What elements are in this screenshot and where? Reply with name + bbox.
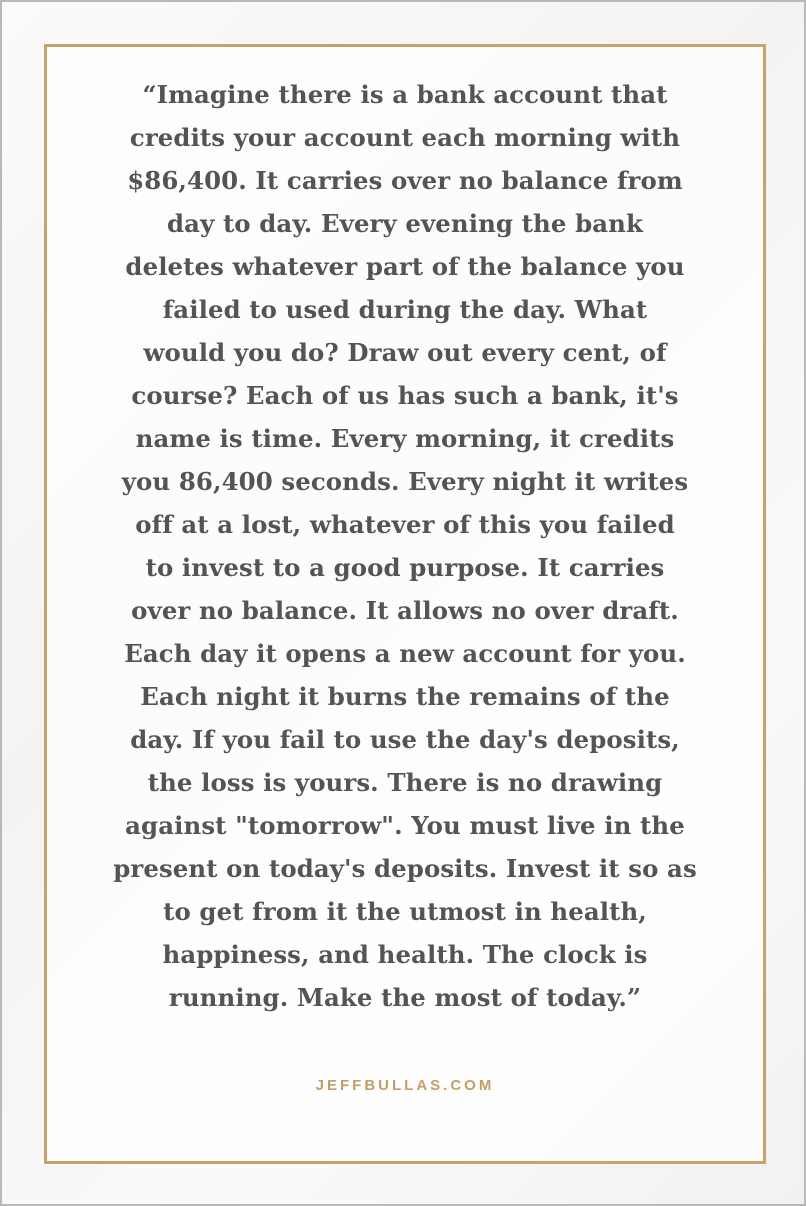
brand-footer: JEFFBULLAS.COM (315, 1077, 495, 1094)
quote-line: course? Each of us has such a bank, it's (131, 381, 679, 410)
quote-line: day to day. Every evening the bank (167, 209, 643, 238)
quote-line: to invest to a good purpose. It carries (145, 553, 665, 582)
quote-line: would you do? Draw out every cent, of (143, 338, 667, 367)
quote-line: running. Make the most of today.” (168, 983, 642, 1012)
quote-line: over no balance. It allows no over draft. (131, 596, 679, 625)
quote-line: day. If you fail to use the day's deposits, (130, 725, 680, 754)
quote-text (73, 73, 737, 1019)
quote-line: “Imagine there is a bank account that (142, 80, 668, 109)
quote-line: credits your account each morning with (129, 123, 681, 152)
quote-line: failed to used during the day. What (162, 295, 648, 324)
quote-line: $86,400. It carries over no balance from (127, 166, 683, 195)
quote-line: to get from it the utmost in health, (163, 897, 647, 926)
gold-frame (44, 44, 766, 1164)
quote-line: deletes whatever part of the balance you (125, 252, 685, 281)
quote-line: against "tomorrow". You must live in the (125, 811, 685, 840)
quote-line: the loss is yours. There is no drawing (147, 768, 663, 797)
quote-line: name is time. Every morning, it credits (135, 424, 675, 453)
quote-line: off at a lost, whatever of this you failed (135, 510, 675, 539)
quote-line: you 86,400 seconds. Every night it writes (121, 467, 689, 496)
quote-line: Each day it opens a new account for you. (124, 639, 686, 668)
quote-line: Each night it burns the remains of the (140, 682, 670, 711)
quote-line: present on today's deposits. Invest it so as (113, 854, 697, 883)
quote-line: happiness, and health. The clock is (162, 940, 648, 969)
